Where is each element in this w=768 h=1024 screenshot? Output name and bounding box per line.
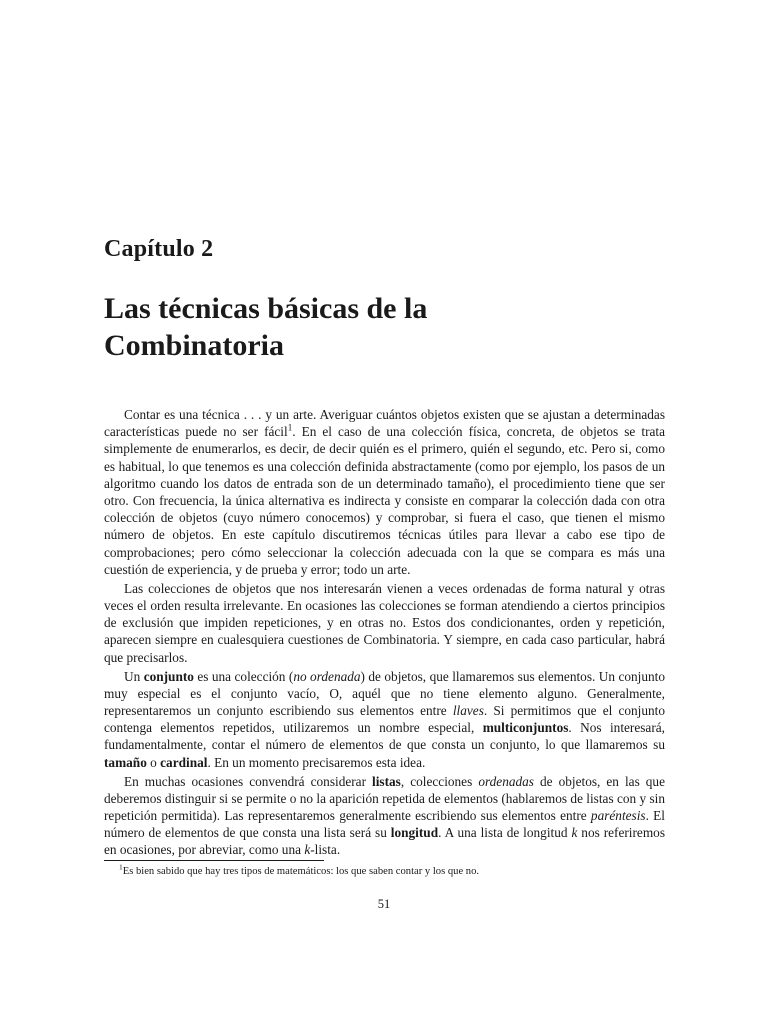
text-span: o: [146, 754, 161, 770]
text-span: nos referiremos en ocasiones, por abreviar, como una: [104, 825, 665, 858]
chapter-title: [104, 290, 664, 364]
term-tamano: tamaño: [104, 754, 147, 770]
text-span: . A una lista de longitud: [438, 825, 572, 841]
emphasis-parentesis: paréntesis: [590, 808, 646, 824]
term-cardinal: cardinal: [160, 754, 208, 770]
text-span: . En un momento precisaremos esta idea.: [207, 754, 426, 770]
text-span: En muchas ocasiones convendrá considerar: [124, 773, 373, 789]
footnote: [119, 862, 659, 878]
paragraph-1: [104, 406, 665, 578]
math-k: k: [571, 825, 578, 841]
text-span: ) de objetos, que llamaremos sus elementos. Un conjunto muy especial es el conjunto vacío, O, aquél que no tiene elemento alguno. Generalmente, representaremos un conjunto escribiendo sus elementos entre: [104, 668, 665, 719]
text-span: de objetos, en las que deberemos distinguir si se permite o no la aparición repetida de elementos (hablaremos de listas con y sin repetición permitida). Las representaremos generalmente escribiendo sus elementos entre: [104, 773, 665, 824]
text-span: Un: [124, 668, 144, 684]
term-multiconjuntos: multiconjuntos: [482, 720, 569, 736]
page-number: 51: [377, 897, 391, 911]
paragraph-2: Las colecciones de objetos que nos interesarán vienen a veces ordenadas de forma natural y otras veces el orden resulta irrelevante. En ocasiones las colecciones se forman atendiendo a ciertos principios de exclusión que impiden repeticiones, y en otras no. Estos dos condicionantes, orden y repetición, aparecen siempre en cualesquiera cuestiones de Combinatoria. Y siempre, en cada caso particular, habrá que precisarlos.: [104, 580, 665, 665]
chapter-title-line-1: Las técnicas básicas de la: [104, 292, 428, 325]
paragraph-4: [104, 773, 665, 859]
footnote-reference[interactable]: 1: [287, 422, 293, 433]
footnote-marker: 1: [119, 862, 123, 872]
text-span: . Nos interesará, fundamentalmente, contar el número de elementos de que consta un conjunto, lo que llamaremos su: [104, 720, 665, 753]
footnote-divider: [104, 860, 324, 861]
text-span: -lista.: [310, 842, 341, 858]
body-text: [104, 406, 665, 859]
term-listas: listas: [372, 773, 401, 789]
emphasis-no-ordenada: no ordenada: [293, 668, 361, 684]
term-conjunto: conjunto: [143, 668, 194, 684]
text-span: . El número de elementos de que consta una lista será su: [104, 808, 665, 841]
paragraph-3: [104, 668, 665, 771]
math-k: k: [304, 842, 311, 858]
chapter-label: Capítulo 2: [104, 236, 214, 262]
paragraph-1-part-b: . En el caso de una colección física, concreta, de objetos se trata simplemente de enumerarlos, es decir, de decir quién es el primero, quién el segundo, etc. Pero si, como es habitual, lo que tenemos es una colección definida abstractamente (como por ejemplo, los pasos de un algoritmo cuando los datos de entrada son de un determinado tamaño), el procedimiento tiene que ser otro. Con frecuencia, la única alternativa es indirecta y consiste en comparar la colección dada con otra colección de objetos (cuyo número conocemos) y comprobar, si fuera el caso, que tienen el mismo número de objetos. En este capítulo discutiremos técnicas útiles para llevar a cabo ese tipo de comprobaciones; pero cómo seleccionar la colección adecuada con la que se compara es más una cuestión de experiencia, y de prueba y error; todo un arte.: [104, 424, 666, 577]
text-span: es una colección (: [193, 668, 294, 684]
term-longitud: longitud: [390, 825, 439, 841]
footnote-text: Es bien sabido que hay tres tipos de matemáticos: los que saben contar y los que no.: [122, 866, 480, 877]
text-span: . Si permitimos que el conjunto contenga elementos repetidos, utilizaremos un nombre especial,: [104, 703, 665, 736]
paragraph-1-part-a: Contar es una técnica . . . y un arte. Averiguar cuántos objetos existen que se ajustan a determinadas características puede no ser fácil: [104, 407, 665, 440]
emphasis-llaves: llaves: [452, 703, 484, 719]
emphasis-ordenadas: ordenadas: [478, 773, 534, 789]
chapter-title-line-2: Combinatoria: [104, 329, 284, 362]
text-span: , colecciones: [400, 773, 479, 789]
